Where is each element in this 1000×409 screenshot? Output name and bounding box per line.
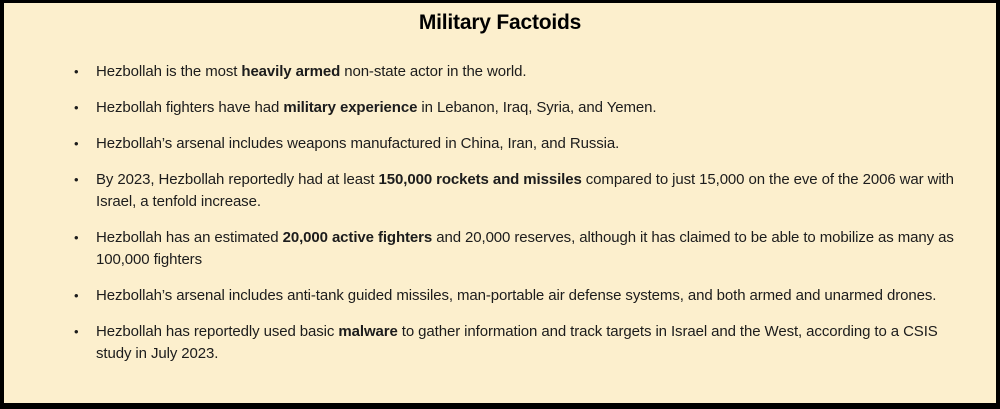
bullet-icon: • [74, 324, 79, 339]
bullet-icon: • [74, 136, 79, 151]
bullet-text: By 2023, Hezbollah reportedly had at least 150,000 rockets and missiles compared to just 15,000 on the eve of the 2006 war with Israel, a tenfold increase. [96, 171, 954, 210]
list-item [70, 285, 972, 307]
bullet-text: Hezbollah’s arsenal includes weapons manufactured in China, Iran, and Russia. [96, 135, 620, 152]
bullet-text: Hezbollah’s arsenal includes anti-tank guided missiles, man-portable air defense systems, and both armed and unarmed drones. [96, 287, 937, 304]
bullet-icon: • [74, 230, 79, 245]
page-title: Military Factoids [418, 11, 582, 34]
bullet-icon: • [74, 100, 79, 115]
factoid-list [4, 61, 996, 365]
list-item [70, 61, 972, 83]
list-item [70, 133, 972, 155]
bullet-text: Hezbollah has an estimated 20,000 active fighters and 20,000 reserves, although it has claimed to be able to mobilize as many as 100,000 fighters [96, 229, 954, 268]
bullet-text: Hezbollah is the most heavily armed non-state actor in the world. [96, 63, 527, 80]
list-item [70, 97, 972, 119]
bullet-icon: • [74, 172, 79, 187]
list-item [70, 169, 972, 213]
bullet-text: Hezbollah fighters have had military experience in Lebanon, Iraq, Syria, and Yemen. [96, 99, 657, 116]
bullet-icon: • [74, 64, 79, 79]
bullet-text: Hezbollah has reportedly used basic malware to gather information and track targets in Israel and the West, according to a CSIS study in July 2023. [96, 323, 938, 362]
bullet-icon: • [74, 288, 79, 303]
list-item [70, 321, 972, 365]
list-item [70, 227, 972, 271]
